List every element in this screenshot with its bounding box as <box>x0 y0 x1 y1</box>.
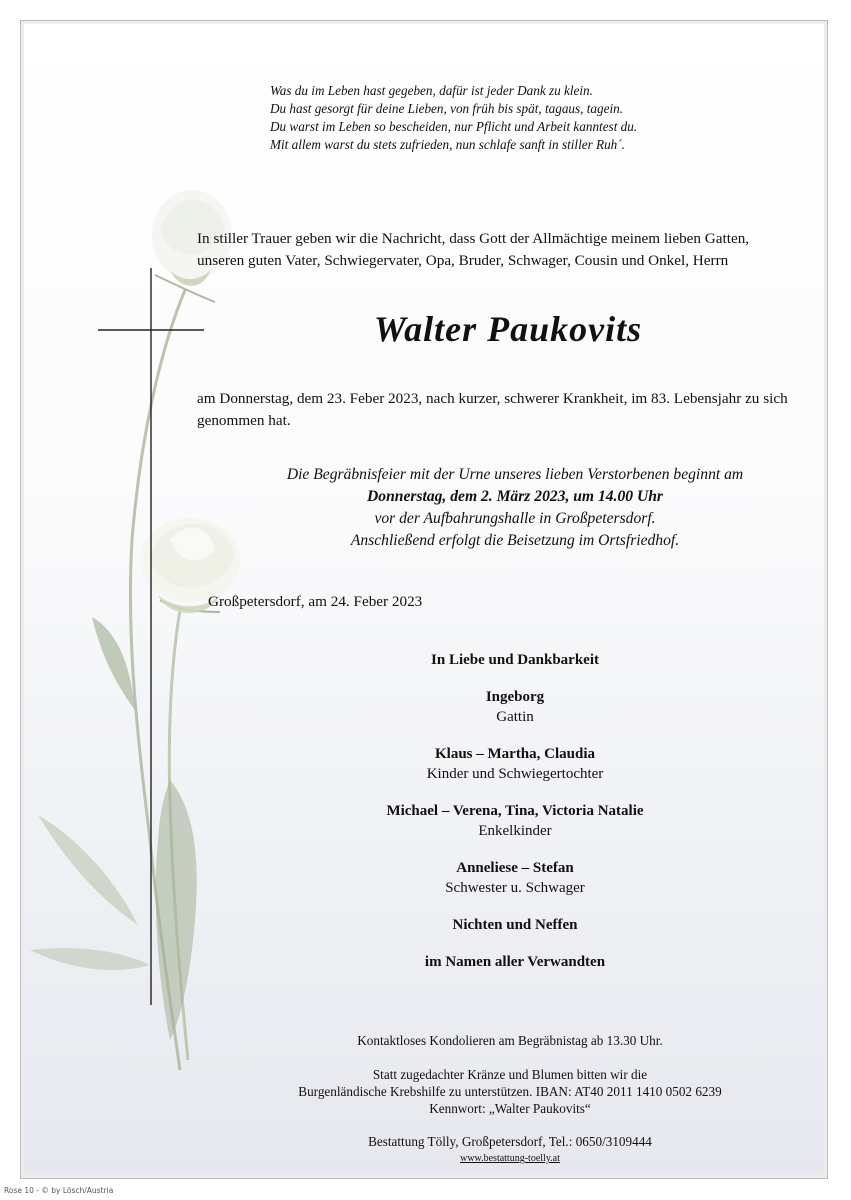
poem-line: Du warst im Leben so bescheiden, nur Pflicht und Arbeit kanntest du. <box>270 119 638 134</box>
donation-line: Statt zugedachter Kränze und Blumen bitten wir die <box>372 1067 648 1082</box>
mourner-names: Michael – Verena, Tina, Victoria Natalie <box>386 803 644 819</box>
leaf-icon <box>30 948 150 970</box>
deceased-name: Walter Paukovits <box>373 309 643 349</box>
mourner-relation: Kinder und Schwiegertochter <box>426 766 604 782</box>
mourners-list <box>300 650 730 972</box>
place-date: Großpetersdorf, am 24. Feber 2023 <box>208 593 423 610</box>
intro-text <box>197 228 797 272</box>
leaf-icon <box>156 780 197 1040</box>
footer-info <box>240 1032 780 1167</box>
condolence-note: Kontaktloses Kondolieren am Begräbnistag ab 13.30 Uhr. <box>357 1033 663 1048</box>
mourner-names: Ingeborg <box>485 689 545 705</box>
rose-cross-decoration <box>20 20 280 1100</box>
ceremony-line: vor der Aufbahrungshalle in Großpetersdorf. <box>374 510 656 527</box>
ceremony-info <box>222 464 808 552</box>
ceremony-line: Anschließend erfolgt die Beisetzung im Ortsfriedhof. <box>350 532 680 549</box>
memorial-poem <box>270 82 740 154</box>
intro-line: unseren guten Vater, Schwiegervater, Opa, Bruder, Schwager, Cousin und Onkel, Herrn <box>197 252 729 269</box>
mourner-names: Anneliese – Stefan <box>456 860 574 876</box>
poem-line: Du hast gesorgt für deine Lieben, von früh bis spät, tagaus, tagein. <box>270 101 623 116</box>
poem-line: Was du im Leben hast gegeben, dafür ist jeder Dank zu klein. <box>270 83 593 98</box>
all-relatives: im Namen aller Verwandten <box>424 954 606 970</box>
design-credit: Rose 10 - © by Lösch/Austria <box>4 1186 114 1195</box>
poem-line: Mit allem warst du stets zufrieden, nun schlafe sanft in stiller Ruh´. <box>270 137 625 152</box>
donation-keyword: Kennwort: „Walter Paukovits“ <box>429 1101 591 1116</box>
mourner-relation: Enkelkinder <box>478 823 552 839</box>
nieces-nephews: Nichten und Neffen <box>452 917 578 933</box>
ceremony-datetime: Donnerstag, dem 2. März 2023, um 14.00 Uhr <box>367 488 663 505</box>
mourner-relation: Gattin <box>496 709 534 725</box>
leaf-icon <box>38 815 138 925</box>
donation-line: Burgenländische Krebshilfe zu unterstützen. IBAN: AT40 2011 1410 0502 6239 <box>298 1084 722 1099</box>
ceremony-line: Die Begräbnisfeier mit der Urne unseres lieben Verstorbenen beginnt am <box>286 466 744 483</box>
undertaker-website-link[interactable]: www.bestattung-toelly.at <box>460 1153 560 1164</box>
mourners-heading: In Liebe und Dankbarkeit <box>431 652 599 668</box>
mourner-names: Klaus – Martha, Claudia <box>434 746 596 762</box>
undertaker-contact: Bestattung Tölly, Großpetersdorf, Tel.: 0650/3109444 <box>368 1134 652 1149</box>
mourner-relation: Schwester u. Schwager <box>445 880 585 896</box>
death-notice: am Donnerstag, dem 23. Feber 2023, nach kurzer, schwerer Krankheit, im 83. Lebensjahr zu sich genommen hat. <box>197 390 788 429</box>
leaf-icon <box>92 617 135 710</box>
intro-line: In stiller Trauer geben wir die Nachricht, dass Gott der Allmächtige meinem lieben Gatten, <box>197 230 750 247</box>
